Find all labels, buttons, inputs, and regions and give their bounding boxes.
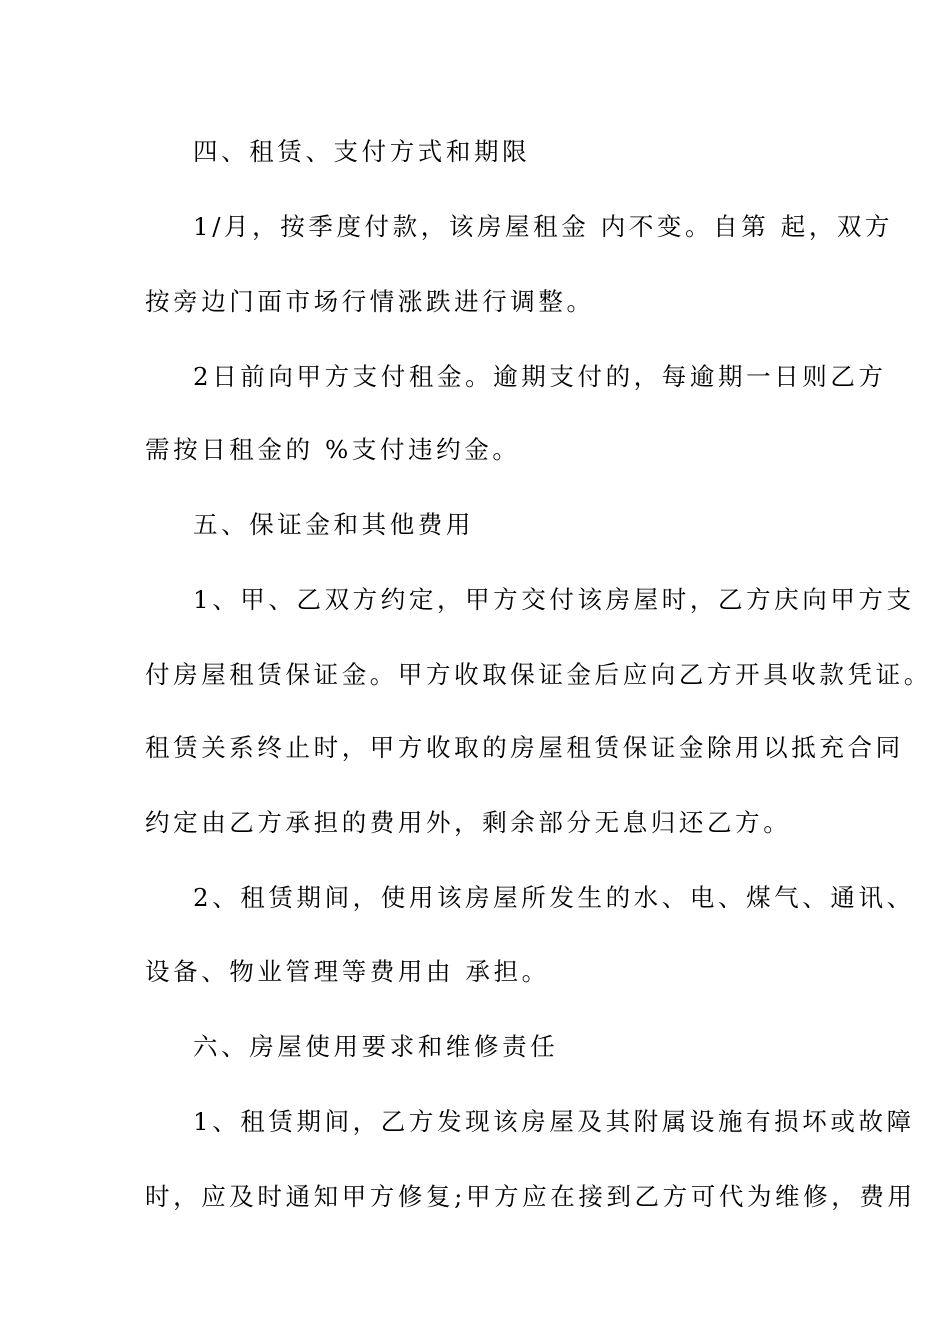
paragraph-line: 设备、物业管理等费用由 承担。 <box>145 957 550 986</box>
paragraph-line: 时，应及时通知甲方修复;甲方应在接到乙方可代为维修，费用 <box>145 1182 916 1211</box>
paragraph-line: 2日前向甲方支付租金。逾期支付的，每逾期一日则乙方 <box>193 362 887 391</box>
paragraph-line: 需按日租金的 %支付违约金。 <box>145 435 521 464</box>
paragraph-line: 1、租赁期间，乙方发现该房屋及其附属设施有损坏或故障 <box>193 1107 915 1136</box>
paragraph-line: 约定由乙方承担的费用外，剩余部分无息归还乙方。 <box>145 808 792 837</box>
paragraph-line: 租赁关系终止时，甲方收取的房屋租赁保证金除用以抵充合同 <box>145 733 904 762</box>
paragraph-line: 1/月，按季度付款，该房屋租金 内不变。自第 起，双方 <box>193 212 894 241</box>
section-heading-deposit: 五、保证金和其他费用 <box>193 510 474 539</box>
section-heading-payment: 四、租赁、支付方式和期限 <box>193 137 531 166</box>
section-heading-maintenance: 六、房屋使用要求和维修责任 <box>193 1032 559 1061</box>
paragraph-line: 2、租赁期间，使用该房屋所发生的水、电、煤气、通讯、 <box>193 883 915 912</box>
paragraph-line: 1、甲、乙双方约定，甲方交付该房屋时，乙方庆向甲方支 <box>193 585 915 614</box>
paragraph-line: 付房屋租赁保证金。甲方收取保证金后应向乙方开具收款凭证。 <box>145 660 932 689</box>
paragraph-line: 按旁边门面市场行情涨跌进行调整。 <box>145 287 595 316</box>
